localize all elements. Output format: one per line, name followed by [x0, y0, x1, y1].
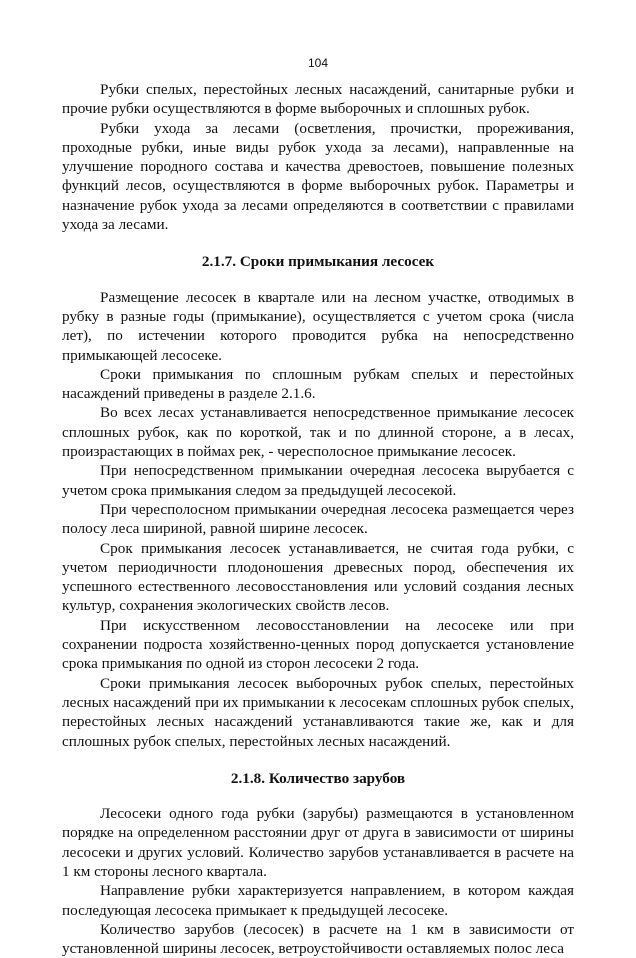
- paragraph: Рубки ухода за лесами (осветления, прочистки, прореживания, проходные рубки, иные виды рубок ухода за лесами), направленные на улучшение породного состава и качества древостоев, повышение полезных функций лесов, осуществляются в форме выборочных рубок. Параметры и назначение рубок ухода за лесами определяются в соответствии с правилами ухода за лесами.: [62, 119, 574, 234]
- paragraph: Лесосеки одного года рубки (зарубы) размещаются в установленном порядке на определенном расстоянии друг от друга в зависимости от ширины лесосеки и других условий. Количество зарубов устанавливается в расчете на 1 км стороны лесного квартала.: [62, 805, 574, 880]
- paragraph: Во всех лесах устанавливается непосредственное примыкание лесосек сплошных рубок, как по короткой, так и по длинной стороне, а в лесах, произрастающих в поймах рек, - чересполосное примыкание лесосек.: [62, 404, 574, 461]
- paragraph: При чересполосном примыкании очередная лесосека размещается через полосу леса шириной, равной ширине лесосек.: [62, 500, 574, 538]
- paragraph: При искусственном лесовосстановлении на лесосеке или при сохранении подроста хозяйственно-ценных пород допускается установление срока примыкания по одной из сторон лесосеки 2 года.: [62, 616, 574, 673]
- paragraph: Сроки примыкания лесосек выборочных рубок спелых, перестойных лесных насаждений при их примыкании к лесосекам сплошных рубок спелых, перестойных лесных насаждений устанавливаются такие же, как и для сплошных рубок спелых, перестойных лесных насаждений.: [62, 674, 574, 750]
- paragraph: Количество зарубов (лесосек) в расчете на 1 км в зависимости от установленной ширины лесосек, ветроустойчивости оставляемых полос леса: [62, 920, 574, 958]
- paragraph: Рубки спелых, перестойных лесных насаждений, санитарные рубки и прочие рубки осуществляются в форме выборочных и сплошных рубок.: [62, 81, 574, 118]
- paragraph: Сроки примыкания по сплошным рубкам спелых и перестойных насаждений приведены в разделе 2.1.6.: [62, 365, 574, 403]
- section-heading-2-1-8: 2.1.8. Количество зарубов: [230, 769, 406, 787]
- page-number: 104: [307, 56, 329, 70]
- page-content: [62, 80, 574, 958]
- section-heading-2-1-7: 2.1.7. Сроки примыкания лесосек: [201, 253, 435, 271]
- paragraph: Размещение лесосек в квартале или на лесном участке, отводимых в рубку в разные годы (примыкание), осуществляется с учетом срока (числа лет), по истечении которого проводится рубка на непосредственно примыкающей лесосеке.: [62, 288, 574, 364]
- paragraph: При непосредственном примыкании очередная лесосека вырубается с учетом срока примыкания следом за предыдущей лесосекой.: [62, 462, 574, 499]
- paragraph: Направление рубки характеризуется направлением, в котором каждая последующая лесосека примыкает к предыдущей лесосеке.: [62, 882, 574, 919]
- paragraph: Срок примыкания лесосек устанавливается, не считая года рубки, с учетом периодичности плодоношения древесных пород, обеспечения их успешного естественного лесовосстановления или условий создания лесных культур, сохранения экологических свойств лесов.: [62, 539, 574, 615]
